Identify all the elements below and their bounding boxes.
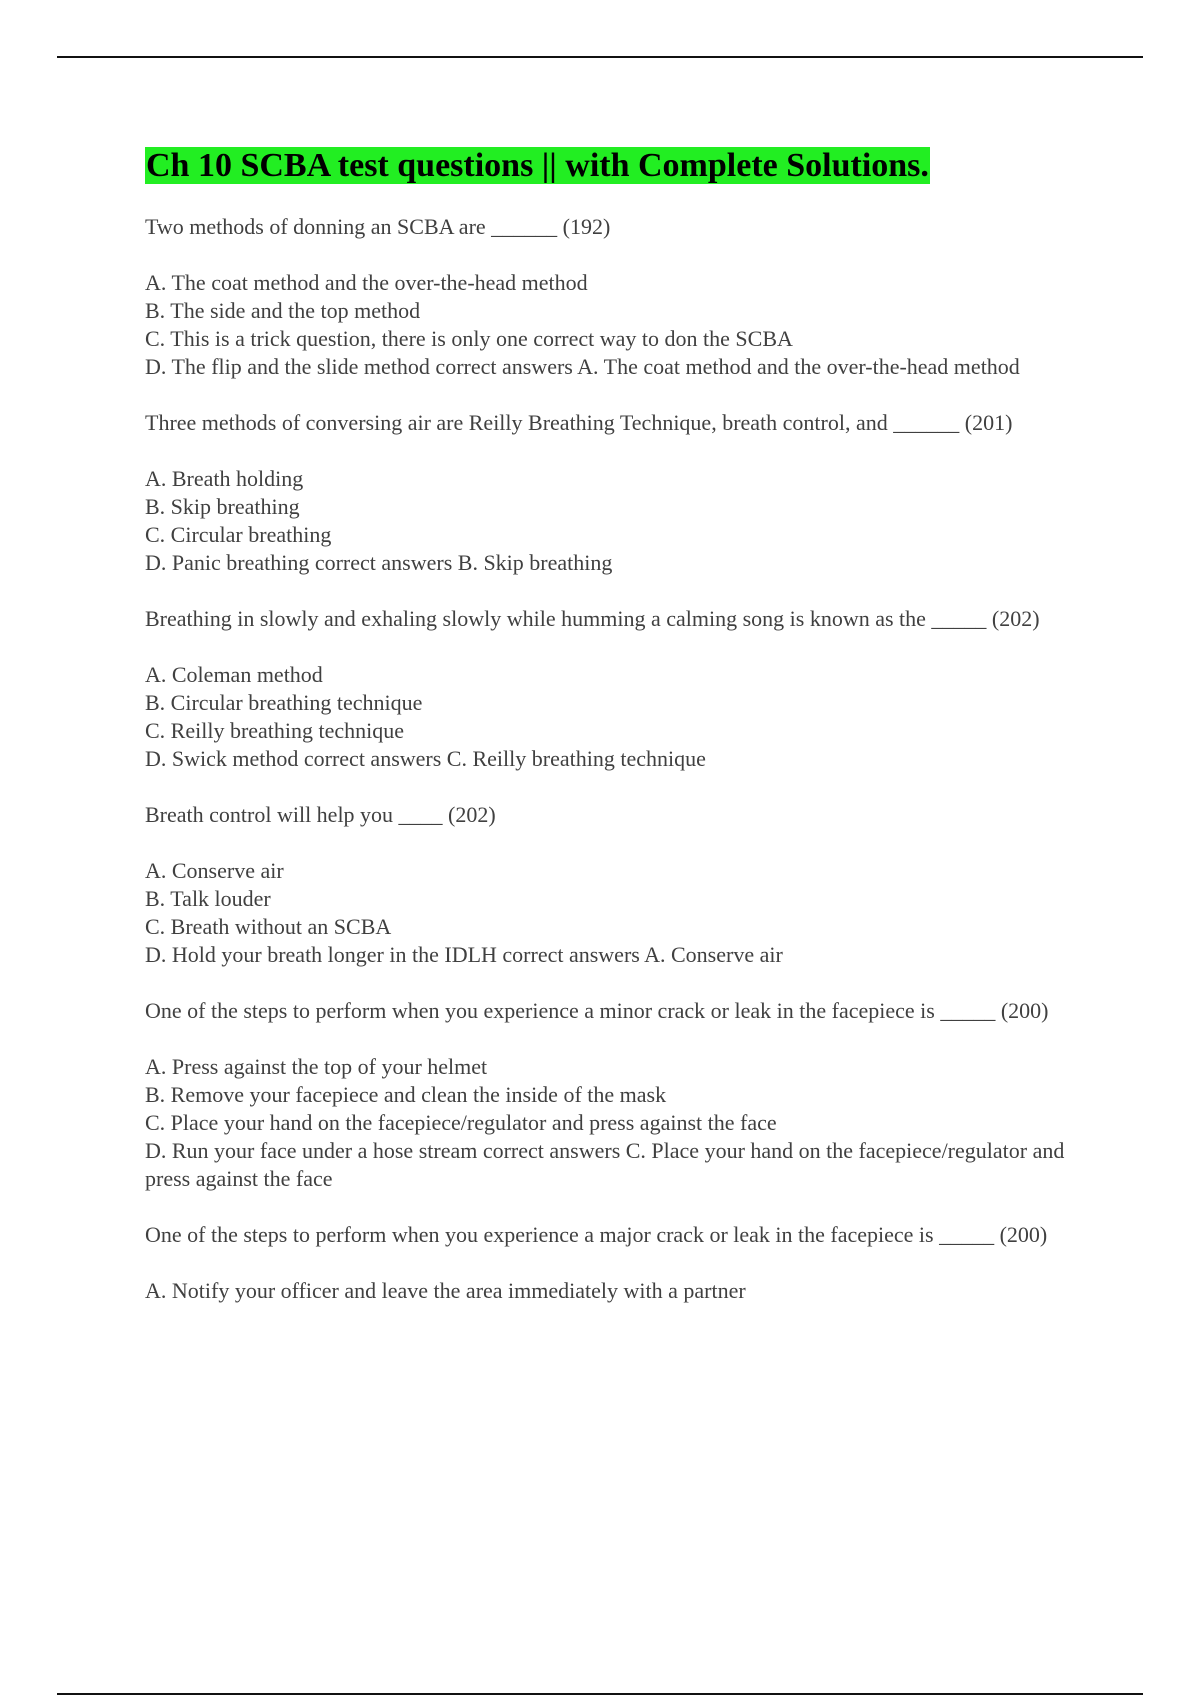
- option-c: C. Breath without an SCBA: [145, 914, 392, 939]
- option-list: [145, 465, 1085, 577]
- option-list: [145, 1277, 1085, 1305]
- option-b: B. Circular breathing technique: [145, 690, 423, 715]
- option-b: B. The side and the top method: [145, 298, 421, 323]
- document-body: [145, 143, 1085, 1333]
- option-b: B. Talk louder: [145, 886, 271, 911]
- question-1: [145, 213, 1085, 381]
- option-d: D. Run your face under a hose stream correct answers C. Place your hand on the facepiece/regulator and press against the face: [145, 1138, 1065, 1191]
- question-2: [145, 409, 1085, 577]
- option-c: C. This is a trick question, there is only one correct way to don the SCBA: [145, 326, 793, 351]
- option-a: A. The coat method and the over-the-head method: [145, 270, 588, 295]
- question-text: Breath control will help you ____ (202): [145, 802, 496, 827]
- question-3: [145, 605, 1085, 773]
- option-list: [145, 269, 1085, 381]
- title-wrap: [145, 143, 1085, 189]
- option-d: D. Hold your breath longer in the IDLH correct answers A. Conserve air: [145, 942, 783, 967]
- question-text: Three methods of conversing air are Reilly Breathing Technique, breath control, and ______ (201): [145, 410, 1013, 435]
- option-a: A. Coleman method: [145, 662, 323, 687]
- option-list: [145, 1053, 1085, 1193]
- question-5: [145, 997, 1085, 1193]
- option-d: D. Swick method correct answers C. Reilly breathing technique: [145, 746, 706, 771]
- option-b: B. Skip breathing: [145, 494, 300, 519]
- question-text: Two methods of donning an SCBA are ______ (192): [145, 214, 611, 239]
- document-title: Ch 10 SCBA test questions || with Complete Solutions.: [146, 147, 929, 184]
- option-c: C. Circular breathing: [145, 522, 332, 547]
- option-d: D. The flip and the slide method correct answers A. The coat method and the over-the-head method: [145, 354, 1020, 379]
- question-text: One of the steps to perform when you experience a major crack or leak in the facepiece is _____ (200): [145, 1222, 1048, 1247]
- option-a: A. Breath holding: [145, 466, 304, 491]
- option-b: B. Remove your facepiece and clean the inside of the mask: [145, 1082, 667, 1107]
- option-d: D. Panic breathing correct answers B. Skip breathing: [145, 550, 613, 575]
- option-a: A. Notify your officer and leave the area immediately with a partner: [145, 1278, 746, 1303]
- question-text: Breathing in slowly and exhaling slowly while humming a calming song is known as the _____ (202): [145, 606, 1040, 631]
- option-a: A. Press against the top of your helmet: [145, 1054, 488, 1079]
- option-list: [145, 857, 1085, 969]
- question-6: [145, 1221, 1085, 1305]
- option-list: [145, 661, 1085, 773]
- option-a: A. Conserve air: [145, 858, 284, 883]
- option-c: C. Place your hand on the facepiece/regulator and press against the face: [145, 1110, 777, 1135]
- header-rule: [57, 56, 1143, 58]
- footer-rule: [57, 1693, 1143, 1695]
- question-4: [145, 801, 1085, 969]
- option-c: C. Reilly breathing technique: [145, 718, 405, 743]
- question-text: One of the steps to perform when you experience a minor crack or leak in the facepiece is _____ (200): [145, 998, 1049, 1023]
